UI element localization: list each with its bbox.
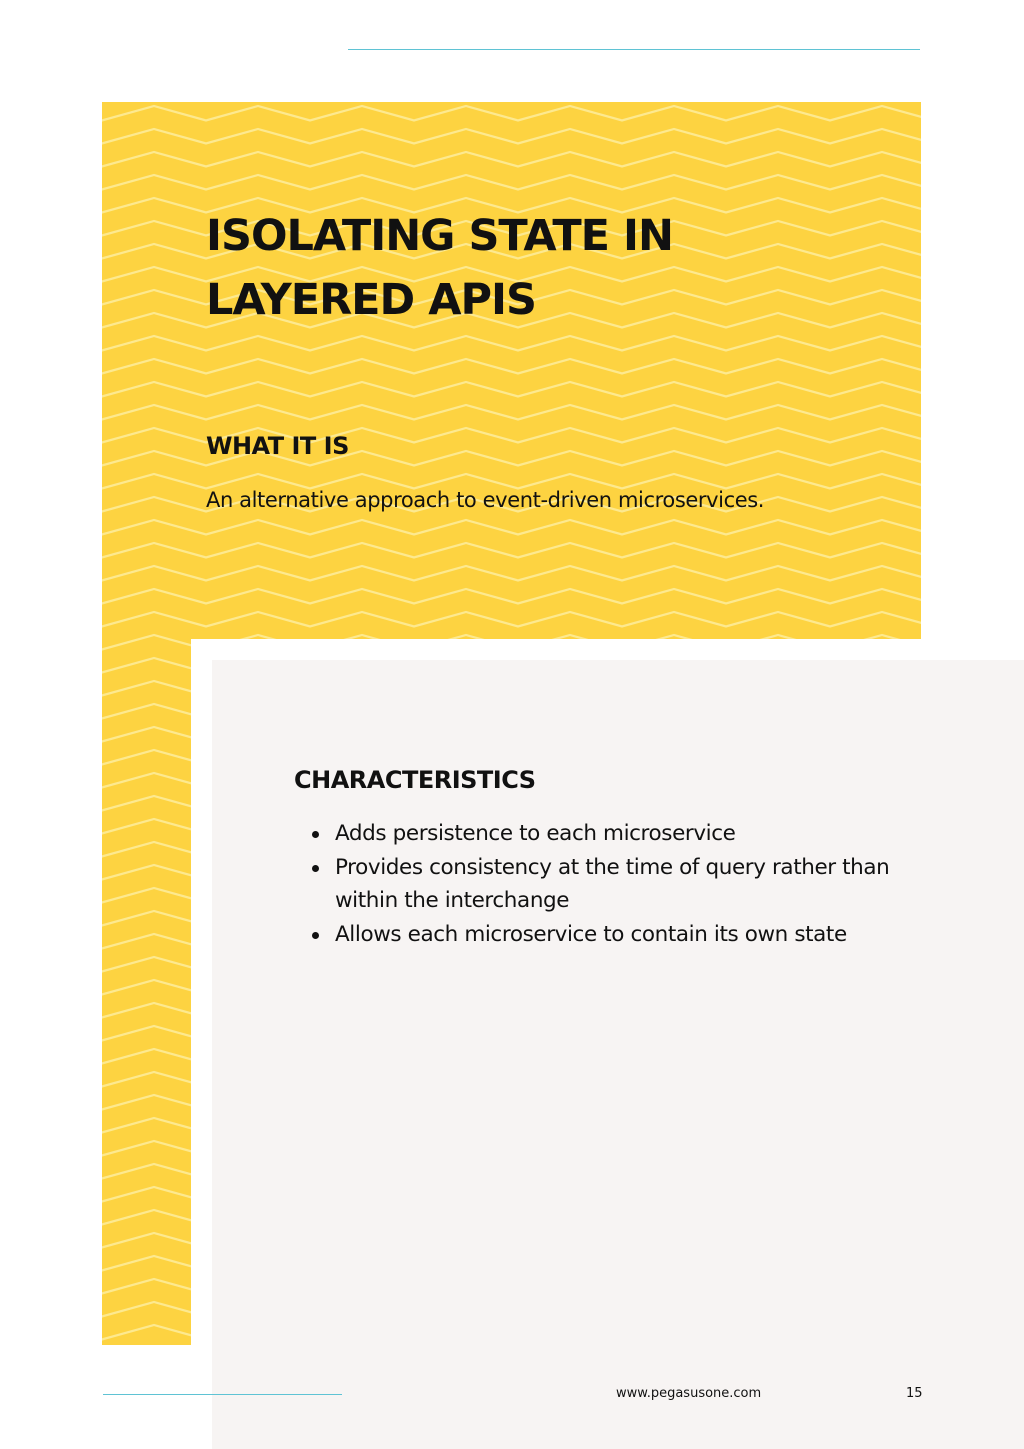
list-item-text: Provides consistency at the time of query rather than within the interchange <box>335 854 890 913</box>
list-item <box>294 817 914 851</box>
list-item-text: Allows each microservice to contain its own state <box>335 921 847 947</box>
top-divider-line <box>348 49 920 50</box>
bottom-divider-line <box>103 1394 342 1395</box>
list-item-text: Adds persistence to each microservice <box>335 821 736 846</box>
page-title: ISOLATING STATE IN LAYERED APIS <box>206 211 674 325</box>
bullet-icon <box>312 831 319 838</box>
list-item <box>294 918 914 952</box>
what-it-is-heading: WHAT IT IS <box>206 432 349 460</box>
characteristics-list <box>294 817 914 951</box>
footer-website-url[interactable]: www.pegasusone.com <box>616 1386 762 1401</box>
bullet-icon <box>312 932 319 939</box>
page-number: 15 <box>906 1386 923 1401</box>
bullet-icon <box>312 865 319 872</box>
what-it-is-text: An alternative approach to event-driven microservices. <box>206 488 765 512</box>
list-item <box>294 851 914 918</box>
characteristics-heading: CHARACTERISTICS <box>294 766 536 794</box>
